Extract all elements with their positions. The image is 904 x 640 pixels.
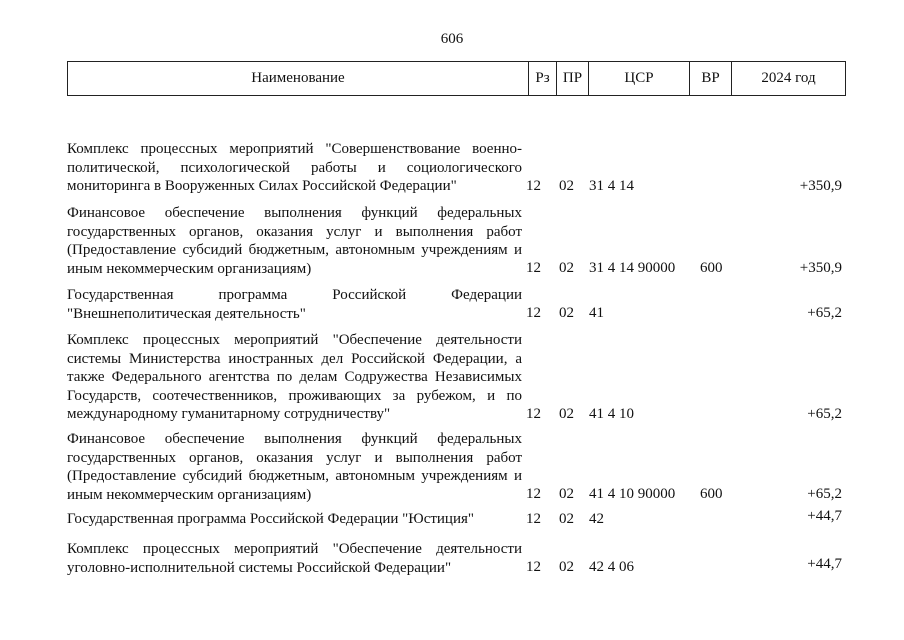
row-rz: 12 xyxy=(526,406,541,422)
row-csr: 42 xyxy=(589,511,604,527)
row-name-line: мониторинга в Вооруженных Силах Российской Федерации" xyxy=(67,178,457,194)
table-row xyxy=(67,430,846,504)
row-vr: 600 xyxy=(700,486,723,502)
row-name xyxy=(67,331,522,424)
row-name-line: также Федерального агентства по делам Содружества Независимых xyxy=(67,369,522,385)
table-row xyxy=(67,204,846,278)
row-csr: 31 4 14 90000 xyxy=(589,260,676,276)
row-name-line: уголовно-исполнительной системы Российской Федерации" xyxy=(67,559,452,576)
row-name-line: международному гуманитарному сотрудничеству" xyxy=(67,406,391,422)
row-name-line: Государств, соотечественников, проживающих за рубежом, и по xyxy=(67,387,522,404)
row-pr: 02 xyxy=(559,260,574,276)
row-pr: 02 xyxy=(559,406,574,422)
page-number: 606 xyxy=(440,31,464,47)
row-amount: +65,2 xyxy=(807,486,842,502)
row-name-line: Комплекс процессных мероприятий "Обеспечение деятельности xyxy=(67,332,522,348)
row-name-line: Финансовое обеспечение выполнения функций федеральных xyxy=(67,205,522,221)
row-csr: 31 4 14 xyxy=(589,178,634,194)
row-vr: 600 xyxy=(700,260,723,276)
row-rz: 12 xyxy=(526,511,541,527)
row-csr: 41 4 10 xyxy=(589,406,634,422)
header-rz: Рз xyxy=(529,62,557,95)
row-csr: 42 4 06 xyxy=(589,559,634,575)
row-pr: 02 xyxy=(559,511,574,527)
row-name xyxy=(67,204,522,278)
table-row xyxy=(67,286,846,323)
row-name-line: (Предоставление субсидий бюджетным, автономным учреждениям и xyxy=(67,468,522,484)
row-amount: +350,9 xyxy=(799,178,842,194)
row-pr: 02 xyxy=(559,486,574,502)
table-row xyxy=(67,510,846,529)
row-pr: 02 xyxy=(559,305,574,321)
row-name-line: (Предоставление субсидий бюджетным, автономным учреждениям и xyxy=(67,242,522,258)
row-pr: 02 xyxy=(559,559,574,575)
row-name xyxy=(67,140,522,196)
row-amount: +65,2 xyxy=(807,406,842,422)
row-name-line: государственных органов, оказания услуг и выполнения работ xyxy=(67,449,522,466)
row-amount: +65,2 xyxy=(807,305,842,321)
header-year: 2024 год xyxy=(761,70,816,86)
table-header xyxy=(67,61,846,96)
header-name: Наименование xyxy=(68,62,529,95)
row-name-line: Государственная программа Российской Федерации xyxy=(67,287,522,303)
header-pr: ПР xyxy=(557,62,589,95)
row-rz: 12 xyxy=(526,260,541,276)
row-name-line: политической, психологической работы и социологического xyxy=(67,159,522,176)
row-name-line: системы Министерства иностранных дел Российской Федерации, а xyxy=(67,350,522,367)
header-vr: ВР xyxy=(690,62,732,95)
row-name-line: иным некоммерческим организациям) xyxy=(67,486,312,503)
row-name-line: Комплекс процессных мероприятий "Совершенствование военно- xyxy=(67,141,522,157)
row-rz: 12 xyxy=(526,178,541,194)
row-name-line: иным некоммерческим организациям) xyxy=(67,260,312,277)
row-rz: 12 xyxy=(526,559,541,575)
row-rz: 12 xyxy=(526,486,541,502)
row-name-line: государственных органов, оказания услуг и выполнения работ xyxy=(67,223,522,240)
table-row xyxy=(67,140,846,196)
row-name xyxy=(67,510,522,529)
row-name-line: Комплекс процессных мероприятий "Обеспечение деятельности xyxy=(67,541,522,557)
row-name-line: "Внешнеполитическая деятельность" xyxy=(67,305,306,322)
row-amount: +44,7 xyxy=(807,508,842,524)
row-csr: 41 4 10 90000 xyxy=(589,486,676,502)
row-amount: +44,7 xyxy=(807,556,842,572)
row-name xyxy=(67,540,522,577)
row-csr: 41 xyxy=(589,305,604,321)
row-name xyxy=(67,430,522,504)
header-csr: ЦСР xyxy=(589,62,690,95)
row-pr: 02 xyxy=(559,178,574,194)
table-row xyxy=(67,331,846,424)
row-amount: +350,9 xyxy=(799,260,842,276)
row-name xyxy=(67,286,522,323)
row-name-line: Государственная программа Российской Федерации "Юстиция" xyxy=(67,511,475,527)
row-rz: 12 xyxy=(526,305,541,321)
row-name-line: Финансовое обеспечение выполнения функций федеральных xyxy=(67,431,522,447)
table-row xyxy=(67,540,846,577)
